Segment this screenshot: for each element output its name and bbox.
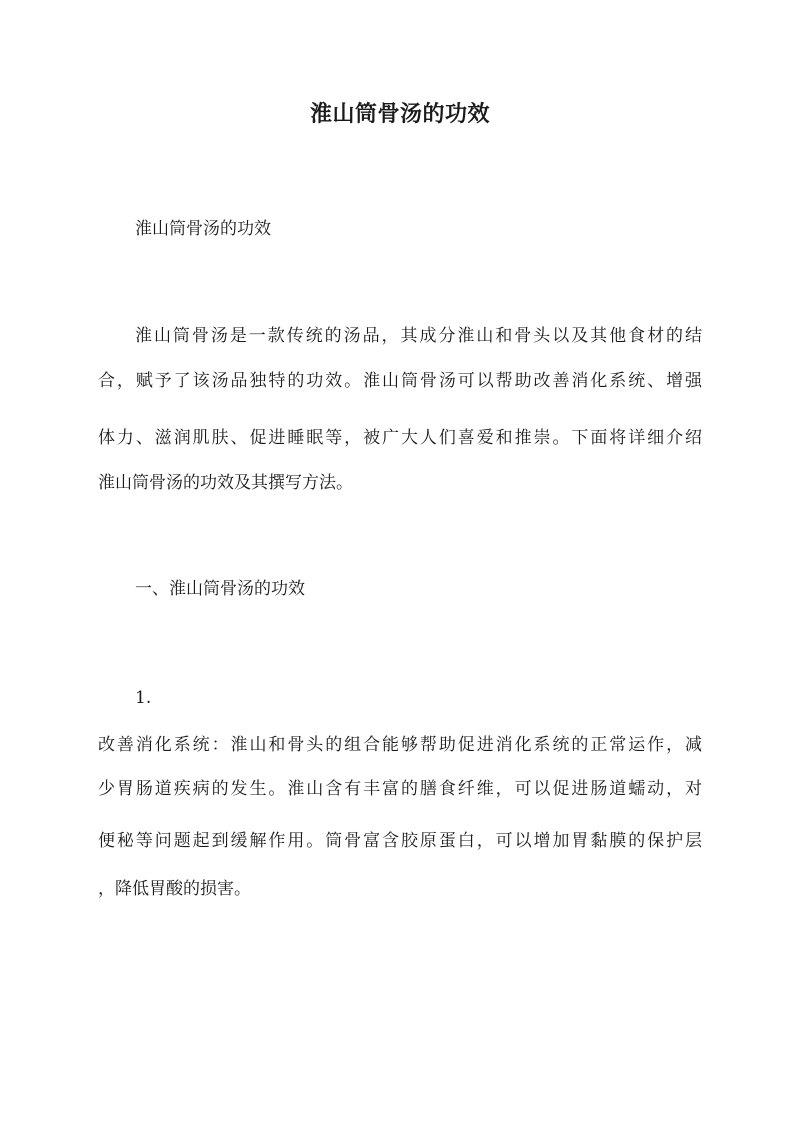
item-number: 1. <box>135 688 152 708</box>
item-line: ，降低胃酸的损害。 <box>98 879 251 899</box>
item-line: 便秘等问题起到缓解作用。筒骨富含胶原蛋白，可以增加胃黏膜的保护层 <box>98 831 702 851</box>
page-title: 淮山筒骨汤的功效 <box>309 101 490 127</box>
intro-line: 淮山筒骨汤是一款传统的汤品，其成分淮山和骨头以及其他食材的结 <box>135 326 702 346</box>
item-line: 改善消化系统：淮山和骨头的组合能够帮助促进消化系统的正常运作，减 <box>98 735 702 755</box>
intro-line: 合，赋予了该汤品独特的功效。淮山筒骨汤可以帮助改善消化系统、增强 <box>98 371 702 391</box>
section-heading: 一、淮山筒骨汤的功效 <box>135 579 305 599</box>
item-line: 少胃肠道疾病的发生。淮山含有丰富的膳食纤维，可以促进肠道蠕动，对 <box>98 779 702 799</box>
intro-line: 淮山筒骨汤的功效及其撰写方法。 <box>98 473 353 493</box>
intro-line: 体力、滋润肌肤、促进睡眠等，被广大人们喜爱和推崇。下面将详细介绍 <box>98 428 702 448</box>
subtitle: 淮山筒骨汤的功效 <box>135 219 271 239</box>
